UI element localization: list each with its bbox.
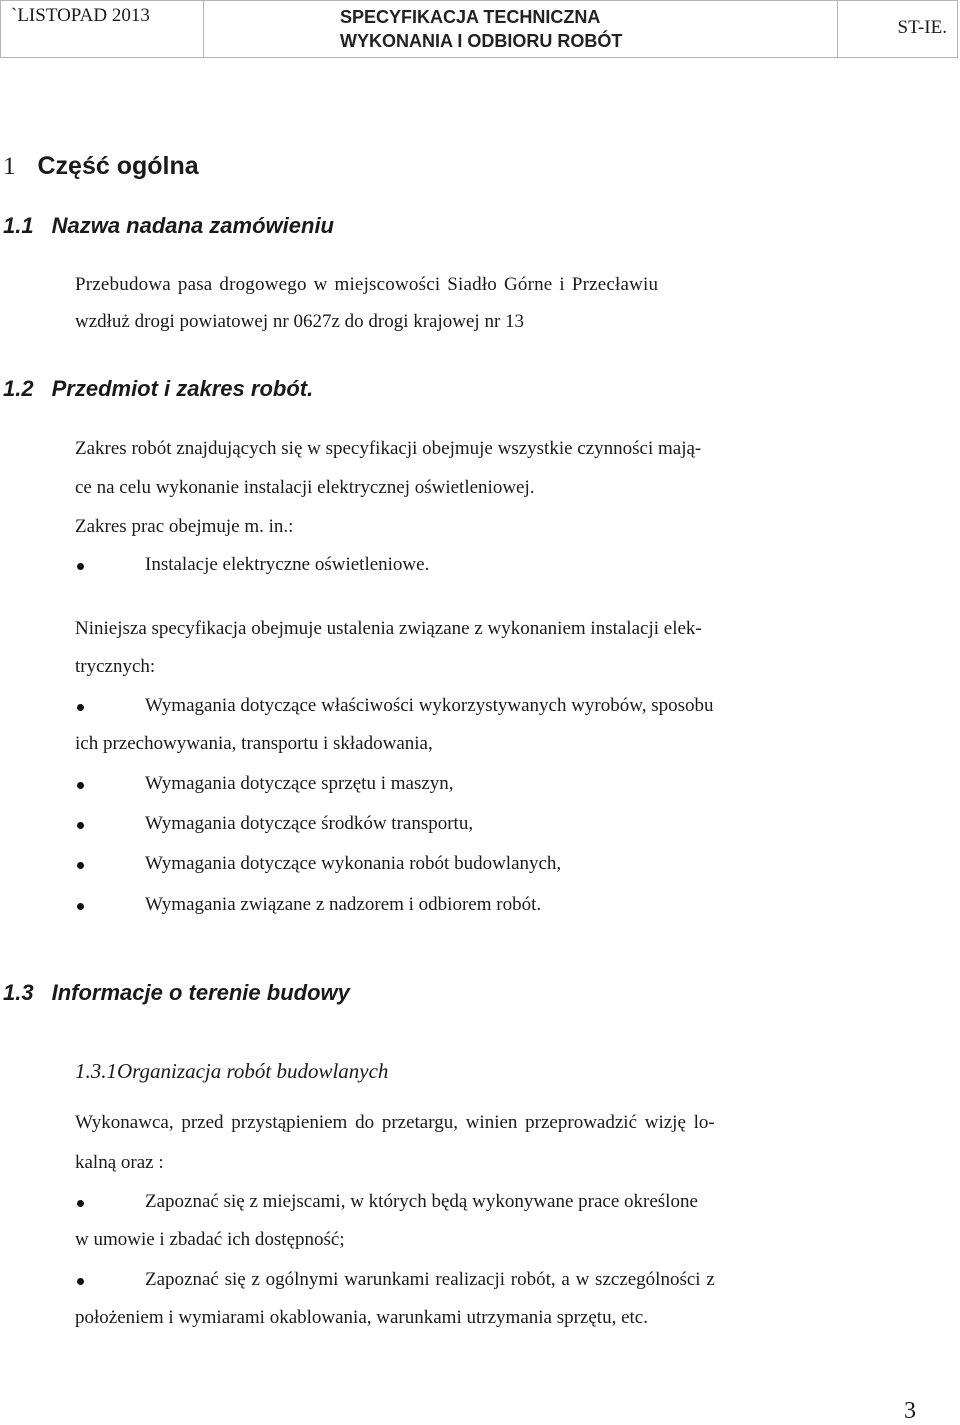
- bullet-icon: [77, 563, 84, 570]
- list-item: Wymagania dotyczące sprzętu i maszyn,: [145, 773, 454, 794]
- header-code: ST-IE.: [897, 17, 947, 38]
- contractor-paragraph-line: Wykonawca, przed przystąpieniem do przetargu, winien przeprowadzić wizję lo-: [75, 1112, 715, 1133]
- section-1-3-1-number: 1.3.1: [75, 1059, 117, 1083]
- list-item: Wymagania dotyczące właściwości wykorzystywanych wyrobów, sposobu: [145, 695, 714, 716]
- bullet-icon: [77, 1200, 84, 1207]
- header-title-line1: SPECYFIKACJA TECHNICZNA: [340, 7, 601, 27]
- bullet-icon: [77, 704, 84, 711]
- header-title: [204, 1, 838, 57]
- section-1-heading: [3, 152, 199, 181]
- list-item: Wymagania związane z nadzorem i odbiorem robót.: [145, 894, 542, 915]
- bullet-icon: [77, 903, 84, 910]
- list-item-continuation: położeniem i wymiarami okablowania, warunkami utrzymania sprzętu, etc.: [75, 1307, 648, 1328]
- section-1-3-heading: [3, 980, 350, 1006]
- list-item-continuation: w umowie i zbadać ich dostępność;: [75, 1229, 345, 1250]
- page-header: [0, 0, 958, 58]
- header-date: `LISTOPAD 2013: [1, 1, 204, 57]
- page-number: 3: [904, 1398, 916, 1424]
- bullet-icon: [77, 782, 84, 789]
- scope-paragraph-line: Zakres prac obejmuje m. in.:: [75, 516, 294, 537]
- spec-paragraph-line: Niniejsza specyfikacja obejmuje ustalenia związane z wykonaniem instalacji elek-: [75, 618, 702, 639]
- bullet-icon: [77, 862, 84, 869]
- list-item: Instalacje elektryczne oświetleniowe.: [145, 554, 430, 575]
- section-1-3-title: Informacje o terenie budowy: [51, 980, 350, 1005]
- section-1-1-number: 1.1: [3, 213, 34, 238]
- scope-paragraph-line: Zakres robót znajdujących się w specyfikacji obejmuje wszystkie czynności mają-: [75, 438, 702, 459]
- bullet-icon: [77, 1278, 84, 1285]
- header-title-line2: WYKONANIA I ODBIORU ROBÓT: [340, 31, 623, 51]
- section-1-2-number: 1.2: [3, 376, 34, 401]
- section-1-2-title: Przedmiot i zakres robót.: [51, 376, 314, 401]
- section-1-3-number: 1.3: [3, 980, 34, 1005]
- section-1-3-1-heading: [75, 1059, 388, 1084]
- order-name-line: wzdłuż drogi powiatowej nr 0627z do drogi krajowej nr 13: [75, 311, 525, 332]
- section-1-3-1-title: Organizacja robót budowlanych: [117, 1059, 389, 1083]
- order-name-line: Przebudowa pasa drogowego w miejscowości Siadło Górne i Przecławiu: [75, 274, 659, 295]
- list-item-continuation: ich przechowywania, transportu i składowania,: [75, 733, 433, 754]
- list-item: Wymagania dotyczące środków transportu,: [145, 813, 474, 834]
- scope-paragraph-line: ce na celu wykonanie instalacji elektrycznej oświetleniowej.: [75, 477, 535, 498]
- section-1-number: 1: [3, 153, 16, 180]
- bullet-icon: [77, 822, 84, 829]
- list-item: Wymagania dotyczące wykonania robót budowlanych,: [145, 853, 562, 874]
- section-1-1-heading: [3, 213, 334, 239]
- contractor-paragraph-line: kalną oraz :: [75, 1152, 164, 1173]
- spec-paragraph-line: trycznych:: [75, 656, 156, 677]
- list-item: Zapoznać się z ogólnymi warunkami realizacji robót, a w szczególności z: [145, 1269, 715, 1290]
- list-item: Zapoznać się z miejscami, w których będą wykonywane prace określone: [145, 1191, 698, 1212]
- section-1-title: Część ogólna: [37, 152, 199, 180]
- section-1-1-title: Nazwa nadana zamówieniu: [51, 213, 334, 238]
- section-1-2-heading: [3, 376, 313, 402]
